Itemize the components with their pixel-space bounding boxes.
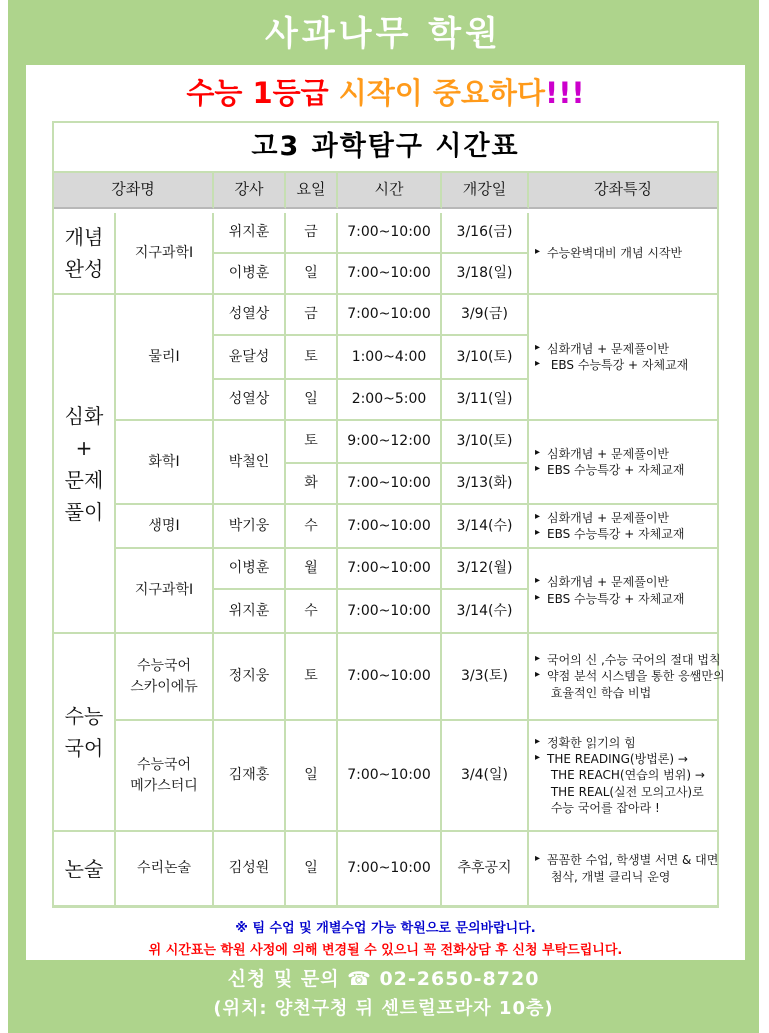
start-date-cell: 추후공지 — [442, 832, 529, 907]
features-list — [535, 245, 682, 261]
time-cell: 7:00~10:00 — [338, 832, 442, 907]
features-list — [535, 341, 688, 373]
feature-item: ▸ 약점 분석 시스템을 통한 응쌤만의 — [535, 668, 725, 684]
day-cell: 토 — [286, 336, 338, 380]
start-date-cell: 3/18(일) — [442, 254, 529, 295]
time-cell: 7:00~10:00 — [338, 254, 442, 295]
course-physics: 물리Ⅰ — [116, 295, 214, 421]
teacher-cell: 이병훈 — [214, 549, 286, 590]
feature-item: ▸ 정확한 읽기의 힘 — [535, 735, 705, 751]
time-cell: 9:00~12:00 — [338, 421, 442, 464]
teacher-cell: 김재홍 — [214, 721, 286, 832]
column-header-features: 강좌특징 — [529, 173, 717, 209]
course-earth-science-advanced: 지구과학Ⅰ — [116, 549, 214, 634]
day-cell: 수 — [286, 505, 338, 549]
feature-item: ▸ EBS 수능특강 + 자체교재 — [535, 591, 684, 607]
time-cell: 1:00~4:00 — [338, 336, 442, 380]
features-list — [535, 852, 718, 884]
schedule-title: 고3 과학탐구 시간표 — [54, 123, 717, 173]
course-math-essay: 수리논술 — [116, 832, 214, 907]
category-concept: 개념 완성 — [54, 213, 116, 295]
feature-item: ▸ EBS 수능특강 + 자체교재 — [535, 357, 688, 373]
feature-item: 수능 국어를 잡아라 ! — [547, 800, 660, 815]
slogan — [26, 71, 745, 112]
slogan-part1: 수능 1등급 — [186, 76, 329, 110]
feature-item: 효율적인 학습 비법 — [547, 685, 652, 700]
features-cell — [529, 832, 717, 907]
teacher-cell: 성열상 — [214, 295, 286, 336]
time-cell: 7:00~10:00 — [338, 590, 442, 634]
academy-name: 사과나무 학원 — [265, 14, 502, 54]
time-cell: 7:00~10:00 — [338, 213, 442, 254]
day-cell: 월 — [286, 549, 338, 590]
slogan-part2: 시작이 중요하다 — [328, 76, 545, 110]
location-info: (위치: 양천구청 뒤 센트럴프라자 10층) — [213, 998, 554, 1019]
notice-team-class: ※ 팀 수업 및 개별수업 가능 학원으로 문의바랍니다. — [235, 921, 536, 936]
feature-item: THE REAL(실전 모의고사)로 — [547, 784, 704, 799]
day-cell: 일 — [286, 380, 338, 421]
teacher-cell: 정지웅 — [214, 634, 286, 721]
teacher-cell: 김성원 — [214, 832, 286, 907]
feature-item: ▸ EBS 수능특강 + 자체교재 — [535, 462, 684, 478]
time-cell: 7:00~10:00 — [338, 295, 442, 336]
start-date-cell: 3/4(일) — [442, 721, 529, 832]
start-date-cell: 3/16(금) — [442, 213, 529, 254]
course-korean-skyedu: 수능국어 스카이에듀 — [116, 634, 214, 721]
day-cell: 일 — [286, 254, 338, 295]
features-list — [535, 652, 725, 701]
features-cell — [529, 421, 717, 505]
start-date-cell: 3/9(금) — [442, 295, 529, 336]
page-frame — [8, 0, 759, 1033]
features-cell — [529, 634, 725, 721]
features-list — [535, 574, 684, 606]
column-header-course: 강좌명 — [54, 173, 214, 209]
day-cell: 금 — [286, 295, 338, 336]
features-list — [535, 510, 684, 542]
course-biology: 생명Ⅰ — [116, 505, 214, 549]
features-cell — [529, 721, 717, 832]
time-cell: 7:00~10:00 — [338, 549, 442, 590]
time-cell: 7:00~10:00 — [338, 721, 442, 832]
feature-item: ▸ 국어의 신 ,수능 국어의 절대 법칙 — [535, 652, 725, 668]
slogan-part3: !!! — [544, 76, 585, 110]
schedule-table — [52, 121, 725, 908]
start-date-cell: 3/3(토) — [442, 634, 529, 721]
feature-item: THE REACH(연습의 범위) → — [547, 768, 705, 783]
features-cell — [529, 549, 717, 634]
category-korean: 수능 국어 — [54, 634, 116, 832]
start-date-cell: 3/10(토) — [442, 336, 529, 380]
features-cell — [529, 295, 717, 421]
day-cell: 토 — [286, 634, 338, 721]
start-date-cell: 3/14(수) — [442, 505, 529, 549]
feature-item: ▸ 수능완벽대비 개념 시작반 — [535, 245, 682, 261]
start-date-cell: 3/11(일) — [442, 380, 529, 421]
day-cell: 일 — [286, 832, 338, 907]
time-cell: 7:00~10:00 — [338, 464, 442, 505]
column-header-start-date: 개강일 — [442, 173, 529, 209]
features-list — [535, 735, 705, 816]
day-cell: 토 — [286, 421, 338, 464]
contact-info: 신청 및 문의 ☎ 02-2650-8720 — [227, 968, 540, 990]
teacher-cell: 박철인 — [214, 421, 286, 505]
start-date-cell: 3/10(토) — [442, 421, 529, 464]
course-korean-megastudy: 수능국어 메가스터디 — [116, 721, 214, 832]
teacher-cell: 박기웅 — [214, 505, 286, 549]
teacher-cell: 위지훈 — [214, 590, 286, 634]
feature-item: ▸ EBS 수능특강 + 자체교재 — [535, 526, 684, 542]
day-cell: 화 — [286, 464, 338, 505]
feature-item: ▸ 꼼꼼한 수업, 학생별 서면 & 대면 — [535, 852, 718, 868]
feature-item: ▸ 심화개념 + 문제풀이반 — [535, 510, 684, 526]
course-earth-science-basic: 지구과학Ⅰ — [116, 213, 214, 295]
feature-item: ▸ 심화개념 + 문제풀이반 — [535, 574, 684, 590]
features-cell — [529, 505, 717, 549]
time-cell: 7:00~10:00 — [338, 505, 442, 549]
teacher-cell: 윤달성 — [214, 336, 286, 380]
notice-schedule-change: 위 시간표는 학원 사정에 의해 변경될 수 있으니 꼭 전화상담 후 신청 부탁드립니다. — [148, 943, 623, 958]
teacher-cell: 위지훈 — [214, 213, 286, 254]
day-cell: 금 — [286, 213, 338, 254]
main-panel — [26, 65, 745, 960]
category-advanced: 심화 + 문제 풀이 — [54, 295, 116, 634]
column-header-teacher: 강사 — [214, 173, 286, 209]
feature-item: ▸ THE READING(방법론) → — [535, 751, 705, 767]
column-header-day: 요일 — [286, 173, 338, 209]
start-date-cell: 3/12(월) — [442, 549, 529, 590]
start-date-cell: 3/14(수) — [442, 590, 529, 634]
features-cell — [529, 213, 717, 295]
day-cell: 수 — [286, 590, 338, 634]
time-cell: 7:00~10:00 — [338, 634, 442, 721]
column-header-time: 시간 — [338, 173, 442, 209]
course-chemistry: 화학Ⅰ — [116, 421, 214, 505]
teacher-cell: 이병훈 — [214, 254, 286, 295]
day-cell: 일 — [286, 721, 338, 832]
time-cell: 2:00~5:00 — [338, 380, 442, 421]
feature-item: ▸ 심화개념 + 문제풀이반 — [535, 446, 684, 462]
category-essay: 논술 — [54, 832, 116, 907]
feature-item: 첨삭, 개별 클리닉 운영 — [547, 869, 671, 884]
feature-item: ▸ 심화개념 + 문제풀이반 — [535, 341, 688, 357]
features-list — [535, 446, 684, 478]
start-date-cell: 3/13(화) — [442, 464, 529, 505]
teacher-cell: 성열상 — [214, 380, 286, 421]
